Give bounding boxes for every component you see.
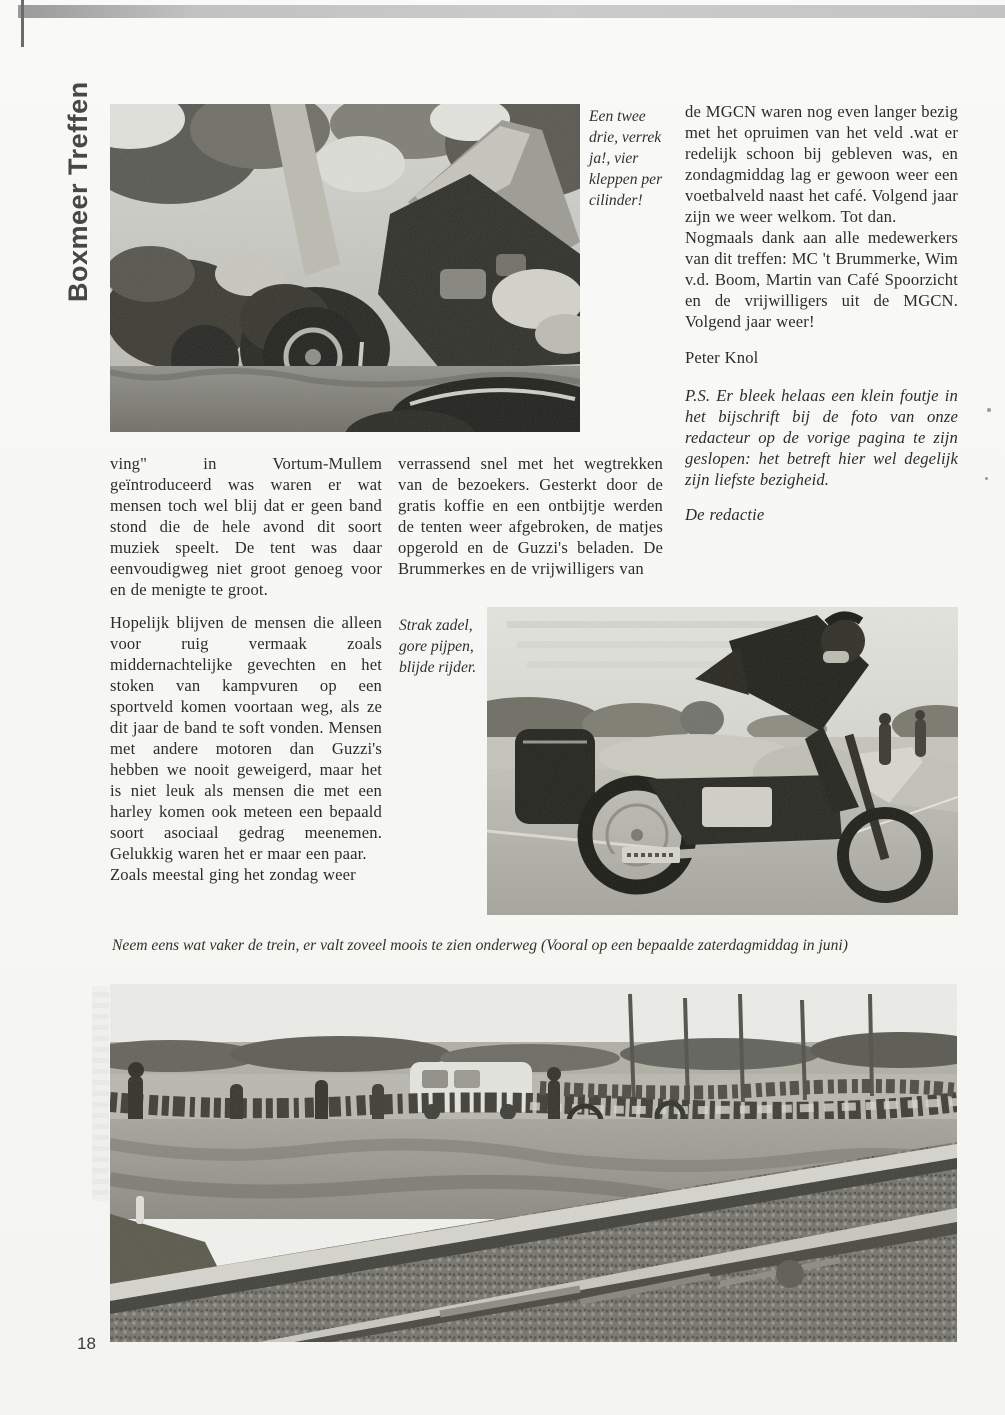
scan-edge-artifact <box>18 5 1005 18</box>
paragraph: Hopelijk blijven de mensen die alleen voor ruig vermaak zoals middernachtelijke gevechten en het stoken van kampvuren op een sportveld komen voortaan weg, als ze dit jaar de band te soft vonden. Mensen met andere motoren dan Guzzi's hebben we nooit geweigerd, maar het is niet leuk als mensen die met een harley komen ook meteen een bepaald soort asociaal gedrag meenemen. Gelukkig waren het er maar een paar. <box>110 613 382 863</box>
section-title-vertical: Boxmeer Treffen <box>63 81 93 302</box>
photo-guzzi-closeup <box>110 104 580 432</box>
scan-edge-artifact <box>21 0 24 47</box>
scan-speck <box>985 477 988 480</box>
paragraph: de MGCN waren nog even langer bezig met het opruimen van het veld .wat er redelijk schoon bij gebleven was, en zondagmiddag lag er gewoon weer een voetbalveld naast het café. Volgend jaar zijn we weer welkom. Tot dan. <box>685 102 958 226</box>
paragraph: verrassend snel met het wegtrekken van de bezoekers. Gesterkt door de gratis koffie en een ontbijtje werden de tenten weer afgebroken, de matjes opgerold en de Guzzi's beladen. De Brummerkes en de vrijwilligers van <box>398 454 663 578</box>
article-column-right <box>685 101 958 525</box>
photo-rider-leaning <box>487 607 958 915</box>
article-column-left-continued <box>110 612 382 885</box>
editorial-byline: De redactie <box>685 505 765 524</box>
scan-speck <box>987 408 991 412</box>
paragraph: Nogmaals dank aan alle medewerkers van dit treffen: MC 't Brummerke, Wim v.d. Boom, Martin van Café Spoorzicht en de vrijwilligers uit de MGCN. Volgend jaar weer! <box>685 228 958 331</box>
photo-caption-3: Neem eens wat vaker de trein, er valt zoveel moois te zien onderweg (Vooral op een bepaalde zaterdagmiddag in juni) <box>112 937 848 954</box>
article-column-middle <box>398 453 663 579</box>
article-column-left <box>110 453 382 600</box>
scan-bleed-artifact <box>92 986 109 1201</box>
photo-caption-1: Een twee drie, verrek ja!, vier kleppen per cilinder! <box>589 108 663 209</box>
author-signature: Peter Knol <box>685 348 759 367</box>
photo-railway-meeting <box>110 984 957 1342</box>
photo-caption-2: Strak zadel, gore pijpen, blijde rijder. <box>399 617 477 676</box>
postscript: P.S. Er bleek helaas een klein foutje in het bijschrift bij de foto van onze redacteur op de vorige pagina te zijn geslopen: het betreft hier wel degelijk zijn liefste bezigheid. <box>685 386 958 489</box>
paragraph: Zoals meestal ging het zondag weer <box>110 865 356 884</box>
page-number: 18 <box>77 1334 96 1353</box>
paragraph: ving" in Vortum-Mullem geïntroduceerd was waren er wat mensen toch wel blij dat er geen band stond die de hele avond dit soort muziek speelt. De tent was daar eenvoudigweg niet groot genoeg voor en de menigte te groot. <box>110 454 382 599</box>
